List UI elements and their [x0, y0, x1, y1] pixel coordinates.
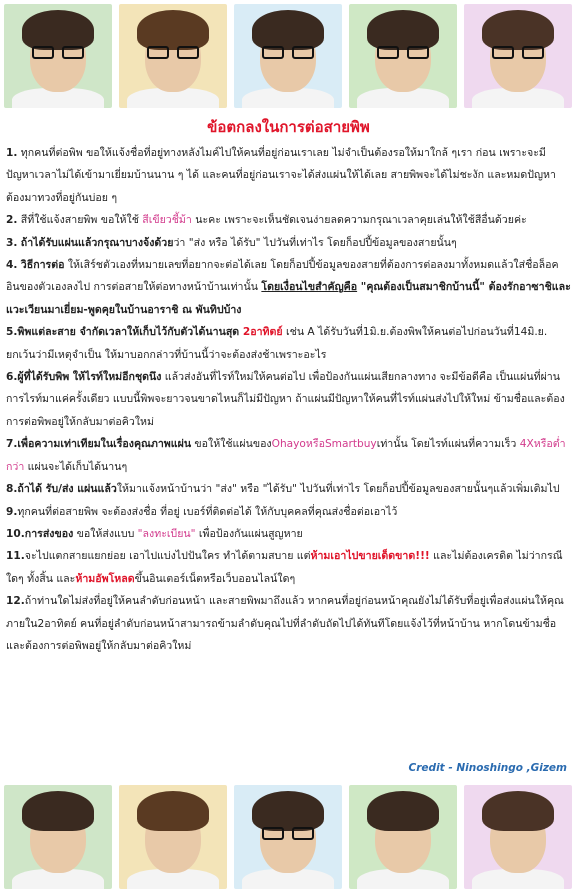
member-photo-8 [234, 785, 342, 889]
bottom-photo-strip [0, 781, 577, 891]
member-photo-4 [349, 4, 457, 108]
member-photo-6 [4, 785, 112, 889]
rule-1: 1. ทุกคนที่ต่อพิพ ขอให้แจ้งชื่อที่อยู่ทางหลังไมค์ไปให้คนที่อยู่ก่อนเราเลย ไม่จำเป็นต้องรอให้มาใกล้ ๆเรา ก่อน เพราะจะมีปัญหาเวลาไม่ได้เข้ามาเยี่ยมบ้านนาน ๆ ได้ และคนที่อยู่ก่อนเราจะได้ส่งแผ่นให้ได้เลย สายพิพจะได้ไม่ชะงัก และหมดปัญหาต้องมาทวงที่อยู่กันบ่อย ๆ [6, 147, 556, 204]
rule-8: 8.ถ้าได้ รับ/ส่ง แผ่นแล้วให้มาแจ้งหน้าบ้านว่า "ส่ง" หรือ "ได้รับ" ไปวันที่เท่าไร โดยก็อปปี้ข้อมูลของสายนั้นๆแล้วเพิ่มเติมไป [6, 483, 560, 496]
rule-7: 7.เพื่อความเท่าเทียมในเรื่องคุณภาพแผ่น ขอให้ใช้แผ่นของOhayoหรือSmartbuyเท่านั้น โดยไรท์แผ่นที่ความเร็ว 4Xหรือต่ำกว่า แผ่นจะได้เก็บได้นานๆ [6, 438, 566, 473]
top-photo-strip [0, 0, 577, 110]
member-photo-7 [119, 785, 227, 889]
page-title: ข้อตกลงในการต่อสายพิพ [207, 118, 370, 136]
rule-4: 4. วิธีการต่อ ให้เสิร์ชตัวเองที่หมายเลขที่อยากจะต่อได้เลย โดยก็อปปี้ข้อมูลของสายที่ต้องการต่อลงมาทั้งหมดแล้วใส่ชื่อล็อคอินของตัวเองลงไป การต่อสายให้ต่อทางหน้าบ้านเท่านั้น โดยเงื่อนไขสำคัญคือ "คุณต้องเป็นสมาชิกบ้านนี้" ต้องรักอาซาชิและแวะเวียนมาเยี่ยม-พูดคุยในบ้านอาราชิ ณ พันทิปบ้าง [6, 259, 571, 316]
rules-list [6, 142, 572, 657]
member-photo-2 [119, 4, 227, 108]
member-photo-5 [464, 4, 572, 108]
rule-5: 5.พิพแต่ละสาย จำกัดเวลาให้เก็บไว้กับตัวได้นานสุด 2อาทิตย์ เช่น A ได้รับวันที่1มิ.ย.ต้องพิพให้คนต่อไปก่อนวันที่14มิ.ย. ยกเว้นว่ามีเหตุจำเป็น ให้มาบอกกล่าวที่บ้านนี้ว่าจะต้องส่งช้าเพราะอะไร [6, 326, 548, 361]
rule-10: 10.การส่งของ ขอให้ส่งแบบ "ลงทะเบียน" เพื่อป้องกันแผ่นสูญหาย [6, 527, 303, 540]
rule-3: 3. ถ้าได้รับแผ่นแล้วกรุณาบางจ้งด้วยว่า "ส่ง หรือ ได้รับ" ไปวันที่เท่าไร โดยก็อปปี้ข้อมูลของสายนั้นๆ [6, 236, 457, 249]
rule-12: 12.ถ้าท่านใดไม่ส่งที่อยู่ให้คนลำดับก่อนหน้า และสายพิพมาถึงแล้ว หากคนที่อยู่ก่อนหน้าคุณยังไม่ได้รับที่อยู่เพื่อส่งแผ่นให้คุณภายใน2อาทิตย์ คนที่อยู่ลำดับก่อนหน้าสามารถข้ามลำดับคุณไปที่ลำดับถัดไปได้ทันทีโดยแจ้งไว้ที่หน้าบ้าน หากโดนข้ามชื่อและต้องการต่อพิพอยู่ให้กลับมาต่อคิวใหม่ [6, 595, 564, 652]
rule-2: 2. สีที่ใช้แจ้งสายพิพ ขอให้ใช้ สีเขียวชี้ม้า นะคะ เพราะจะเห็นชัดเจนง่ายลดความกรุณาเวลาคุยเล่นให้ใช้สีอื่นด้วยค่ะ [6, 214, 527, 227]
rule-11: 11.จะไปแตกสายแยกย่อย เอาไปแบ่งไปปันใคร ทำได้ตามสบาย แต่ห้ามเอาไปขายเด็ดขาด!!! และไม่ต้องเครดิต ไม่ว่ากรณีใดๆ ทั้งสิ้น และห้ามอัพโหลดขึ้นอินเตอร์เน็ตหรือเว็บออนไลน์ใดๆ [6, 550, 563, 585]
credit-line: Credit - Ninoshingo ,Gizem [408, 762, 567, 774]
rule-6: 6.ผู้ที่ได้รับพิพ ให้ไรท์ใหม่อีกชุดนึง แล้วส่งอันที่ไรท์ใหม่ให้คนต่อไป เพื่อป้องกันแผ่นเสียกลางทาง จะมีข้อดีคือ เป็นแผ่นที่ผ่านการไรท์มาแค่ครั้งเดียว แบบนี้พิพจะยาวจนขาดไหนก็ไม่มีปัญหา ถ้าแผ่นมีปัญหาให้คนที่ไรท์แผ่นส่งไปให้ใหม่ ข้ามชื่อและต้องการต่อพิพอยู่ให้กลับมาต่อคิวใหม่ [6, 371, 565, 428]
member-photo-3 [234, 4, 342, 108]
member-photo-9 [349, 785, 457, 889]
rule-9: 9.ทุกคนที่ต่อสายพิพ จะต้องส่งชื่อ ที่อยู่ เบอร์ที่ติดต่อได้ ให้กับบุคคลที่คุณส่งชื่อต่อเอาไว้ [6, 505, 398, 518]
member-photo-1 [4, 4, 112, 108]
member-photo-10 [464, 785, 572, 889]
